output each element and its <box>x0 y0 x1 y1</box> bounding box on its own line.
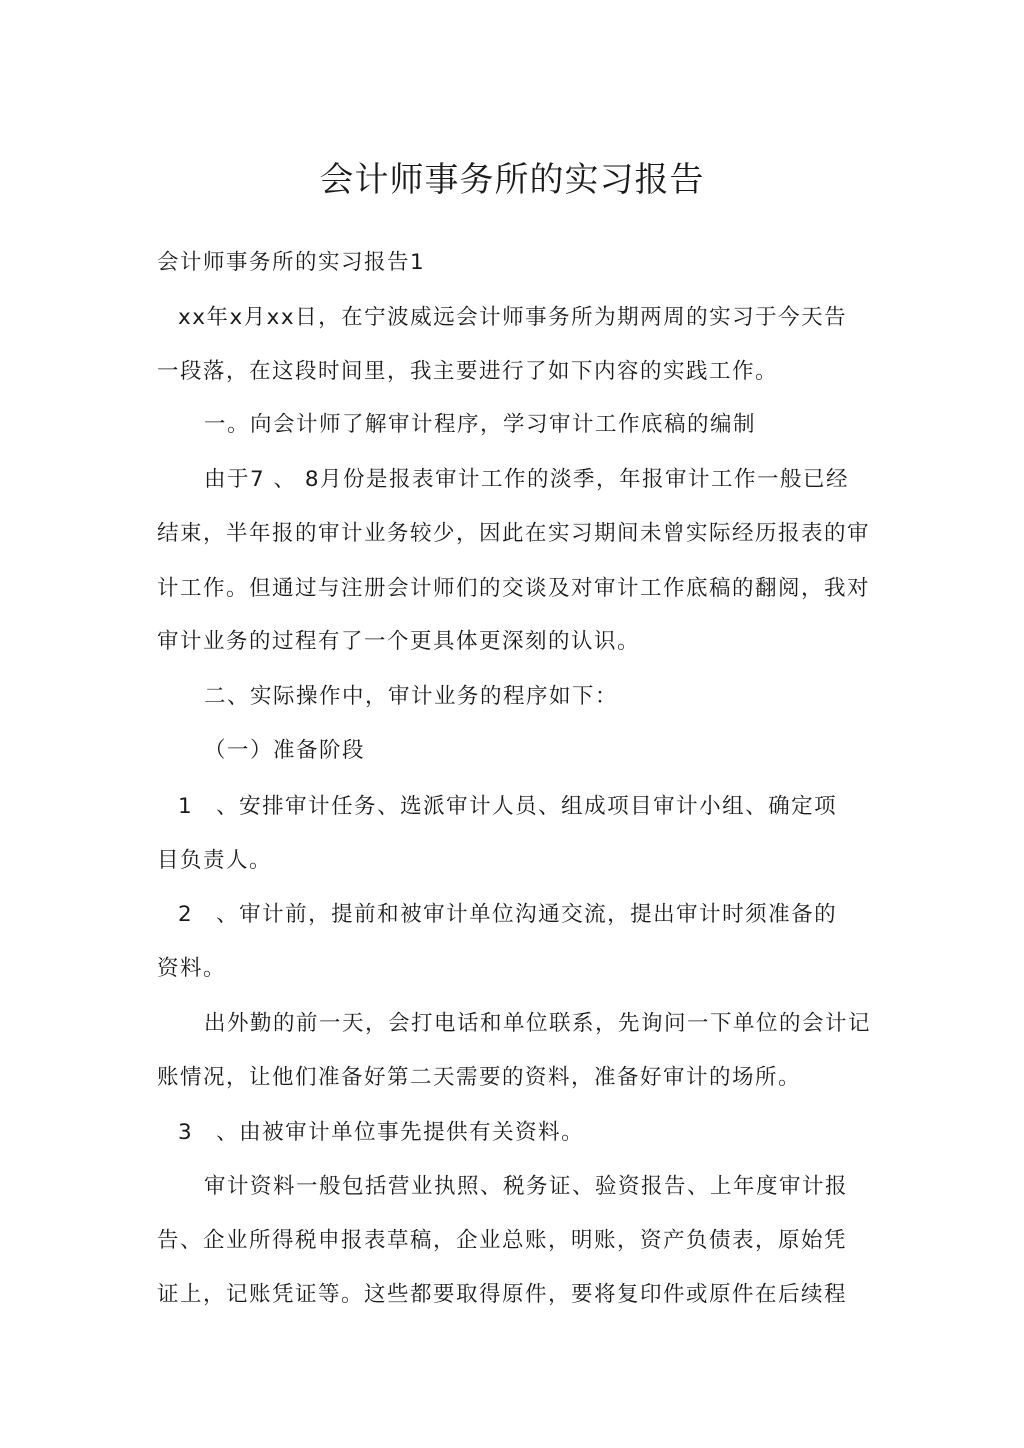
paragraph-line: 证上，记账凭证等。这些都要取得原件，要将复印件或原件在后续程 <box>157 1282 848 1307</box>
section-heading: 会计师事务所的实习报告1 <box>157 250 426 275</box>
paragraph-line: 一段落，在这段时间里，我主要进行了如下内容的实践工作。 <box>157 359 779 384</box>
document-title: 会计师事务所的实习报告 <box>319 159 705 200</box>
paragraph-line: 出外勤的前一天，会打电话和单位联系，先询问一下单位的会计记 <box>204 1011 872 1036</box>
paragraph-line: 2 、审计前，提前和被审计单位沟通交流，提出审计时须准备的 <box>178 902 838 927</box>
paragraph-line: 3 、由被审计单位事先提供有关资料。 <box>178 1120 585 1145</box>
paragraph-line: 账情况，让他们准备好第二天需要的资料，准备好审计的场所。 <box>157 1065 802 1090</box>
paragraph-line: 目负责人。 <box>157 848 273 873</box>
paragraph-line: xx年x月xx日，在宁波威远会计师事务所为期两周的实习于今天告 <box>178 305 848 330</box>
paragraph-line: 1 、安排审计任务、选派审计人员、组成项目审计小组、确定项 <box>178 794 838 819</box>
paragraph-line: 一。向会计师了解审计程序，学习审计工作底稿的编制 <box>204 412 757 437</box>
paragraph-line: 二、实际操作中，审计业务的程序如下： <box>204 684 619 709</box>
paragraph-line: 资料。 <box>157 956 227 981</box>
paragraph-line: （一）准备阶段 <box>204 738 366 763</box>
paragraph-line: 由于7 、 8月份是报表审计工作的淡季，年报审计工作一般已经 <box>204 467 850 492</box>
paragraph-line: 审计业务的过程有了一个更具体更深刻的认识。 <box>157 629 641 654</box>
paragraph-line: 结束，半年报的审计业务较少，因此在实习期间未曾实际经历报表的审 <box>157 521 871 546</box>
paragraph-line: 审计资料一般包括营业执照、税务证、验资报告、上年度审计报 <box>204 1174 849 1199</box>
paragraph-line: 告、企业所得税申报表草稿，企业总账，明账，资产负债表，原始凭 <box>157 1228 848 1253</box>
paragraph-line: 计工作。但通过与注册会计师们的交谈及对审计工作底稿的翻阅，我对 <box>157 576 871 601</box>
